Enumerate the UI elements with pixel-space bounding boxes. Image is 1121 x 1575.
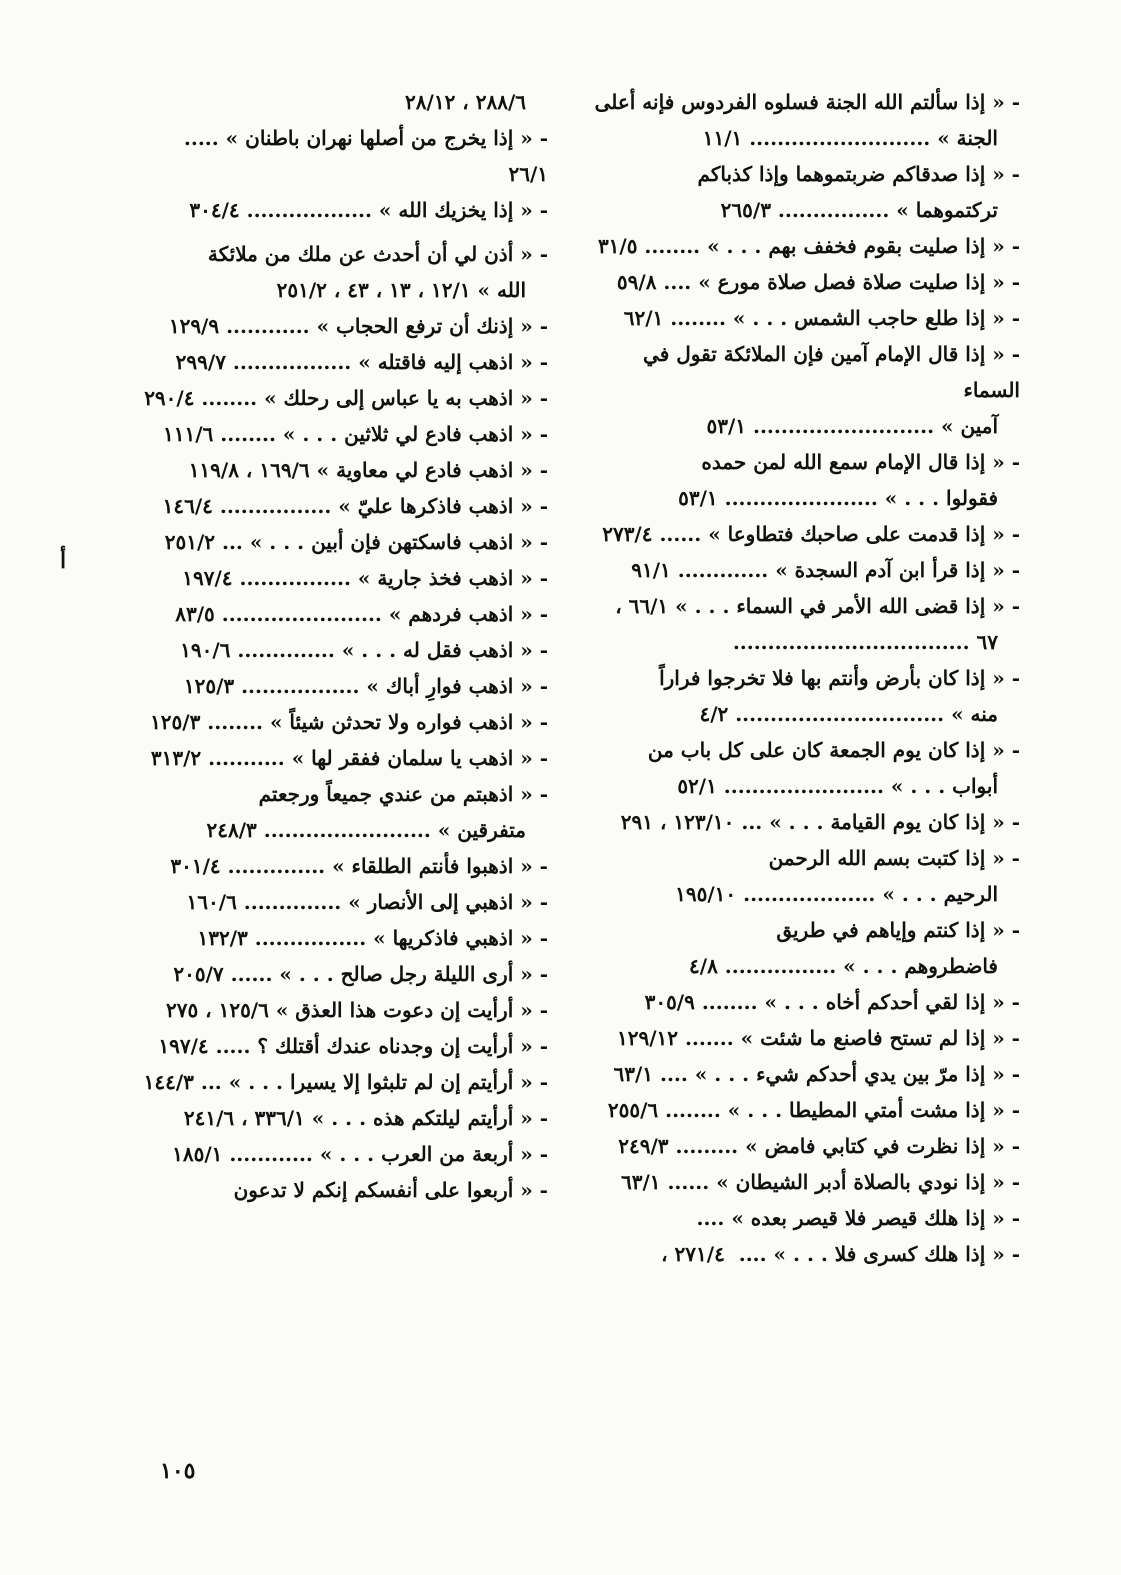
- index-entry: [140, 1028, 548, 1064]
- index-entry: [590, 912, 1020, 984]
- entry-text: - « اذهب فوارِ أباك » ................. ١٢٥/٣: [183, 674, 548, 698]
- entry-text: - « إذا هلك كسرى فلا . . . » .... ٢٧١/٤ ،: [661, 1242, 1020, 1266]
- index-entry: [590, 804, 1020, 840]
- entry-text: - « إذا لم تستح فاصنع ما شئت » ....... ١٢٩/١٢: [616, 1026, 1020, 1050]
- entry-text: - « إذا كان يوم القيامة . . . » ... ١٢٣/١٠ ، ٢٩١: [620, 810, 1020, 834]
- index-entry: [590, 1092, 1020, 1128]
- index-entry: [140, 668, 548, 704]
- entry-text: - « اذهب فاذكرها عليّ » ................ ١٤٦/٤: [162, 494, 548, 518]
- index-entry: [590, 1056, 1020, 1092]
- index-entry: [140, 236, 548, 308]
- index-entry: [140, 920, 548, 956]
- index-entry: [590, 984, 1020, 1020]
- index-entry: [590, 516, 1020, 552]
- index-entry: [590, 840, 1020, 912]
- entry-text: - « إذا صدقاكم ضربتموهما وإذا كذباكم: [697, 162, 1020, 186]
- entry-text: - « اذهب فادع لي ثلاثين . . . » ........ ١١١/٦: [163, 422, 548, 446]
- entry-continuation: الجنة » .......................... ١١/١: [702, 126, 998, 150]
- entry-text: - « اذهب فواره ولا تحدثن شيئاً » ........ ١٢٥/٣: [150, 710, 548, 734]
- entry-text: - « أرأيت إن وجدناه عندك أقتلك ؟ ..... ١٩٧/٤: [158, 1034, 548, 1058]
- index-entry: [140, 632, 548, 668]
- index-entry: [590, 1128, 1020, 1164]
- index-entry: [140, 956, 548, 992]
- index-entry: [590, 228, 1020, 264]
- index-entry: [140, 560, 548, 596]
- index-entry: [140, 452, 548, 488]
- index-entry: [140, 1100, 548, 1136]
- entry-text: - « أرأيتم ليلتكم هذه . . . » ٣٣٦/١ ، ٢٤١/٦: [183, 1106, 548, 1130]
- index-entry: [140, 596, 548, 632]
- margin-mark: أ: [60, 548, 67, 574]
- index-entry: [590, 588, 1020, 660]
- entry-continuation: فقولوا . . . » ...................... ٥٣/١: [678, 486, 998, 510]
- entry-text: - « اذهب فردهم » ....................... ٨٣/٥: [175, 602, 548, 626]
- entry-text: - « إذا كان يوم الجمعة كان على كل باب من: [647, 738, 1020, 762]
- entry-text: - « إذا قضى الله الأمر في السماء . . . » ٦٦/١ ،: [615, 594, 1020, 618]
- index-entry: [590, 336, 1020, 444]
- index-entry: [590, 1200, 1020, 1236]
- index-entry: [140, 380, 548, 416]
- entry-text: - « أربعوا على أنفسكم إنكم لا تدعون: [233, 1178, 548, 1202]
- index-entry: [140, 416, 548, 452]
- entry-text: - « اذهب به يا عباس إلى رحلك » ........ ٢٩٠/٤: [144, 386, 548, 410]
- index-entry: [140, 1136, 548, 1172]
- entry-text: - « إذا كتبت بسم الله الرحمن: [768, 846, 1020, 870]
- entry-text: - « اذهبوا فأنتم الطلقاء » .............. ٣٠١/٤: [170, 854, 548, 878]
- index-entry: [590, 552, 1020, 588]
- entry-text: - « اذهب فاسكتهن فإن أبين . . . » ... ٢٥١/٢: [164, 530, 548, 554]
- entry-text: - « إذا مشت أمتي المطيطا . . . » ........ ٢٥٥/٦: [607, 1098, 1020, 1122]
- entry-continuation: الرحيم . . . » ................... ١٩٥/١٠: [675, 882, 998, 906]
- index-entry: [590, 1164, 1020, 1200]
- entry-text: - « أربعة من العرب . . . » ............ ١٨٥/١: [172, 1142, 548, 1166]
- entry-text: - « أرى الليلة رجل صالح . . . » ...... ٢٠٥/٧: [173, 962, 548, 986]
- entry-text: - « إذا يخرج من أصلها نهران باطنان » ..... ٢٦/١: [176, 126, 548, 186]
- entry-text: - « اذهبي إلى الأنصار » .............. ١٦٠/٦: [186, 890, 548, 914]
- entry-continuation: أبواب . . . » ....................... ٥٢/١: [677, 774, 998, 798]
- entry-text: - « إذا قال الإمام آمين فإن الملائكة تقول في السماء: [636, 342, 1020, 402]
- page-number: ١٠٥: [160, 1458, 196, 1484]
- index-column-right: [590, 84, 1020, 1272]
- entry-text: - « إذا نظرت في كتابي فامض » ......... ٢٤٩/٣: [618, 1134, 1020, 1158]
- entry-text: - « إذا صليت بقوم فخفف بهم . . . » ........ ٣١/٥: [597, 234, 1020, 258]
- entry-text: - « أرأيتم إن لم تلبثوا إلا يسيرا . . . » ... ١٤٤/٣: [143, 1070, 548, 1094]
- entry-text: - « إذا قدمت على صاحبك فتطاوعا » ...... ٢٧٣/٤: [602, 522, 1020, 546]
- index-entry: [590, 300, 1020, 336]
- entry-text: - « إذا قرأ ابن آدم السجدة » ............. ٩١/١: [631, 558, 1020, 582]
- index-entry: [140, 992, 548, 1028]
- entry-text: - « أرأيت إن دعوت هذا العذق » ١٢٥/٦ ، ٢٧٥: [165, 998, 548, 1022]
- entry-text: - « إذا صليت صلاة فصل صلاة مورع » .... ٥٩/٨: [616, 270, 1020, 294]
- entry-continuation: الله » ١٢/١ ، ١٣ ، ٤٣ ، ٢٥١/٢: [276, 278, 526, 302]
- index-entry: [140, 344, 548, 380]
- entry-continuation: منه » .............................. ٤/٢: [699, 702, 998, 726]
- entry-text: - « إذا نودي بالصلاة أدبر الشيطان » ...... ٦٣/١: [620, 1170, 1020, 1194]
- entry-text: - « إذا طلع حاجب الشمس . . . » ........ ٦٢/١: [623, 306, 1020, 330]
- entry-text: - « إذا لقي أحدكم أخاه . . . » ........ ٣٠٥/٩: [644, 990, 1020, 1014]
- entry-text: - « اذهب فادع لي معاوية » ١٦٩/٦ ، ١١٩/٨: [188, 458, 548, 482]
- index-column-left: [140, 84, 548, 1208]
- index-entry: [590, 660, 1020, 732]
- entry-text: - « اذهب يا سلمان ففقر لها » ........... ٣١٣/٢: [150, 746, 548, 770]
- index-entry: [590, 1236, 1020, 1272]
- entry-text: - « أذن لي أن أحدث عن ملك من ملائكة: [207, 242, 548, 266]
- entry-text: - « اذهب فخذ جارية » ................ ١٩٧/٤: [182, 566, 548, 590]
- entry-continuation: تركتموهما » ................ ٢٦٥/٣: [720, 198, 998, 222]
- entry-text: - « إذا يخزيك الله » .................. ٣٠٤/٤: [189, 198, 548, 222]
- index-entry: [590, 84, 1020, 156]
- entry-text: - « إذنك أن ترفع الحجاب » ............ ١٢٩/٩: [168, 314, 548, 338]
- entry-text: ٢٨٨/٦ ، ٢٨/١٢: [405, 90, 526, 114]
- entry-continuation: فاضطروهم . . . » ................ ٤/٨: [689, 954, 998, 978]
- index-entry: [590, 732, 1020, 804]
- entry-gap: [140, 228, 548, 236]
- entry-continuation: ٦٧ ..................................: [732, 630, 998, 654]
- index-entry: [140, 740, 548, 776]
- index-entry: [140, 704, 548, 740]
- index-entry: [590, 1020, 1020, 1056]
- index-entry: [140, 1064, 548, 1100]
- entry-text: - « إذا كان بأرض وأنتم بها فلا تخرجوا فراراً: [659, 666, 1020, 690]
- index-entry: [140, 776, 548, 848]
- index-entry: [140, 524, 548, 560]
- entry-text: - « اذهبتم من عندي جميعاً ورجعتم: [258, 782, 548, 806]
- index-entry: [590, 156, 1020, 228]
- index-entry: [140, 884, 548, 920]
- entry-text: - « إذا هلك قيصر فلا قيصر بعده » ....: [696, 1206, 1020, 1230]
- entry-text: - « اذهب فقل له . . . » .............. ١٩٠/٦: [180, 638, 548, 662]
- index-entry: [140, 848, 548, 884]
- entry-continuation: متفرقين » ........................ ٢٤٨/٣: [206, 818, 526, 842]
- entry-continuation: آمين » .......................... ٥٣/١: [706, 414, 998, 438]
- index-entry: [140, 192, 548, 228]
- index-entry: [140, 488, 548, 524]
- entry-text: - « إذا سألتم الله الجنة فسلوه الفردوس فإنه أعلى: [594, 90, 1020, 114]
- entry-text: - « اذهب إليه فاقتله » ................. ٢٩٩/٧: [175, 350, 548, 374]
- entry-text: - « اذهبي فاذكريها » ................ ١٣٢/٣: [197, 926, 548, 950]
- index-entry: [140, 308, 548, 344]
- index-entry: [590, 264, 1020, 300]
- index-entry: [140, 120, 548, 192]
- index-entry: [140, 84, 548, 120]
- entry-text: - « إذا كنتم وإياهم في طريق: [776, 918, 1020, 942]
- index-entry: [590, 444, 1020, 516]
- entry-text: - « إذا مرّ بين يدي أحدكم شيء . . . » .... ٦٣/١: [613, 1062, 1020, 1086]
- index-entry: [140, 1172, 548, 1208]
- entry-text: - « إذا قال الإمام سمع الله لمن حمده: [701, 450, 1020, 474]
